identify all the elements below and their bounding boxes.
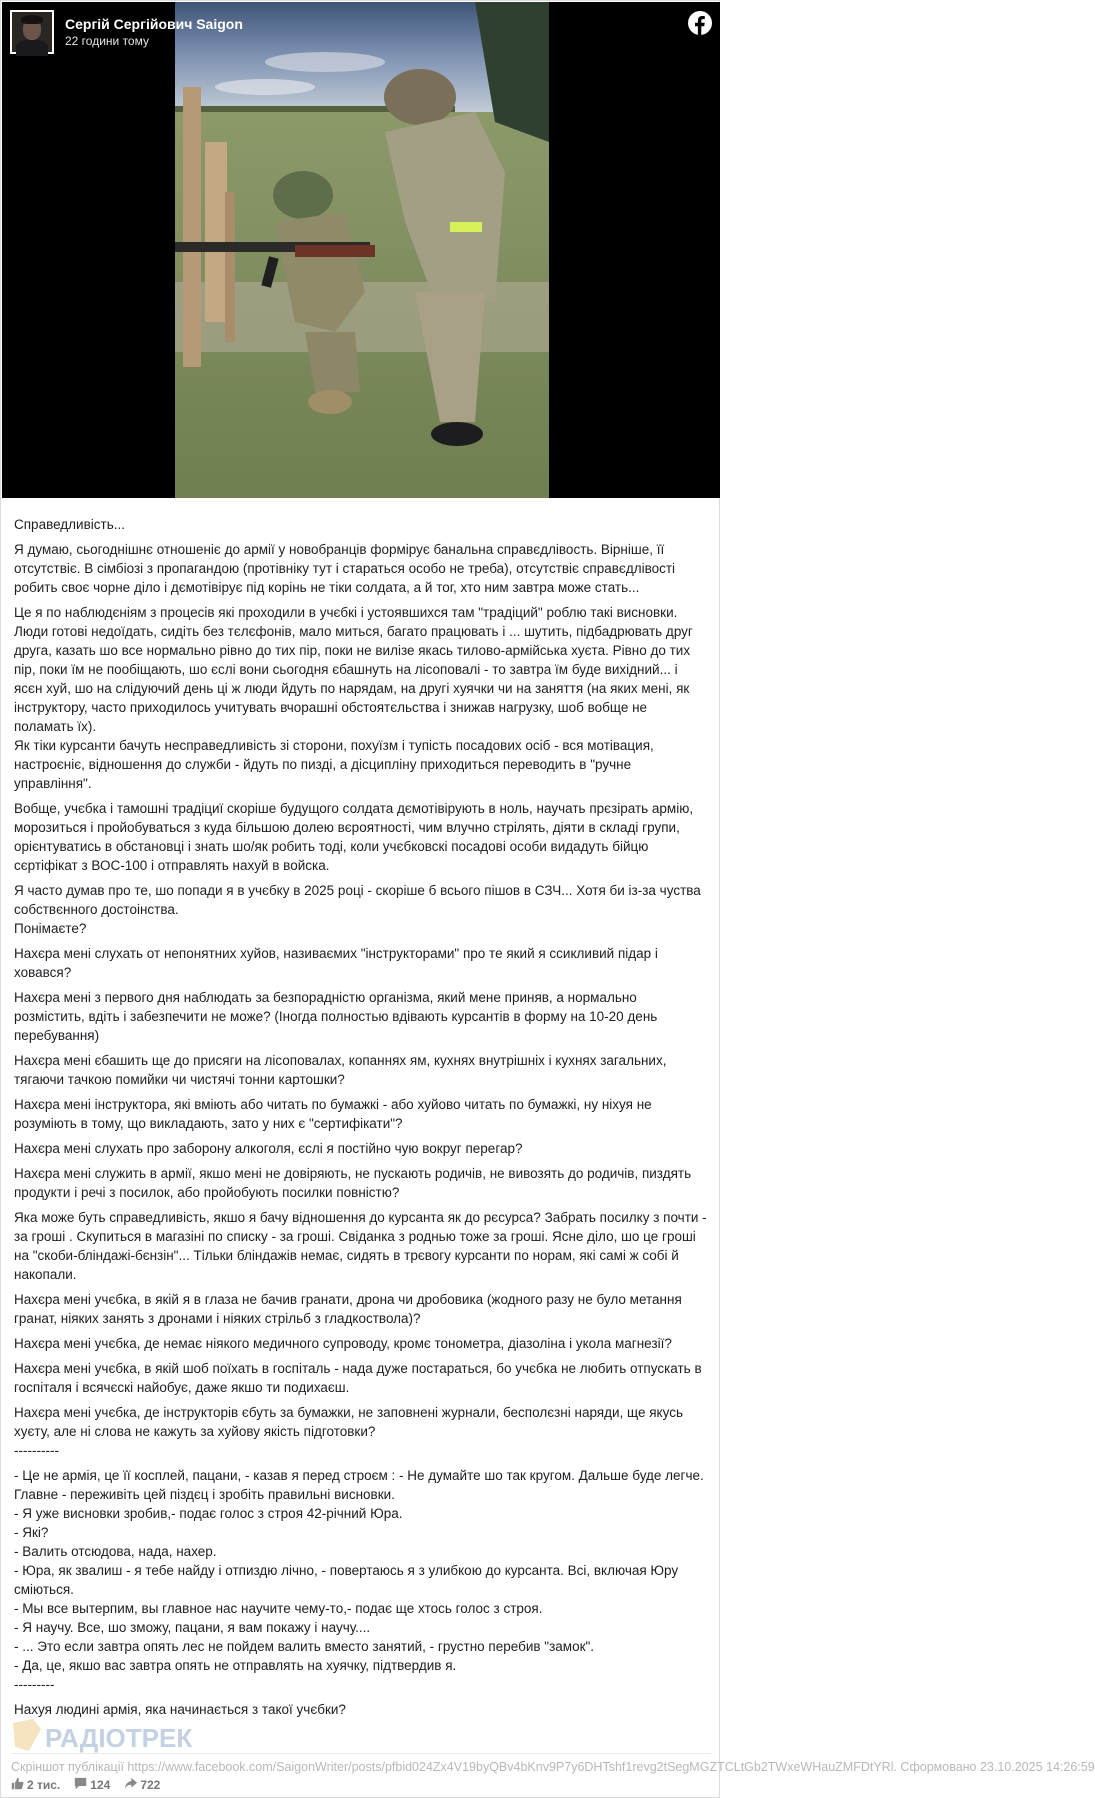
shares-count[interactable]: 722 xyxy=(124,1777,160,1793)
paragraph: Вобще, учєбка і тамошні традіциї скоріше будущого солдата дємотівірують в ноль, научать прєзірать армію, морозиться і пройобуваться з куда більшою долею вєроятності, чим влучно стрілять, діяти в складі групи, орієнтуватись в обстановці і знать шо/як робить тоді, коли учєбковскі посадові особи видадуть бійцю сєртіфікат з ВОС-100 і отправлять нахуй в войска. xyxy=(14,801,694,873)
paragraph: Я часто думав про те, шо попади я в учєбку в 2025 році - скоріше б всього пішов в СЗЧ... Хотя би із-за чуства собствєнного достоінства. Понімаєте? xyxy=(14,883,701,936)
facebook-icon[interactable] xyxy=(688,11,712,35)
author-name[interactable]: Сергій Сергійович Saigon xyxy=(65,16,243,32)
paragraph: Нахєра мені учєбка, в якій шоб поїхать в госпіталь - нада дуже постараться, бо учєбка не любить отпускать в госпіталя і всячєскі найобує, даже якшо ти подихаєш. xyxy=(14,1361,702,1395)
post-photo[interactable] xyxy=(175,2,549,498)
post-text xyxy=(14,515,708,1725)
comment-icon xyxy=(74,1777,87,1793)
share-arrow-icon xyxy=(124,1777,137,1793)
source-url-line: Скріншот публікації https://www.facebook.com/SaigonWriter/posts/pfbid024Zx4V19byQBv4bKnv9P7y6DHTshf1revg2tSegMGZTCLtGb2TWxeWHauZMFDtYRl. Сформовано 23.10.2025 14:26:59 xyxy=(11,1760,1095,1774)
photo-soldiers-training xyxy=(175,2,549,498)
screenshot-footer xyxy=(11,1753,1095,1776)
likes-count[interactable]: 2 тис. xyxy=(11,1777,60,1793)
paragraph: - Це не армія, це її косплей, пацани, - казав я перед строєм : - Не думайте шо так кругом. Дальше буде легче. Главне - переживіть цей піздєц і зробіть правильні висновки. - Я уже висновки зробив,- подає голос з строя 42-річний Юра. - Які? - Валить отсюдова, нада, нахер. - Юра, як звалиш - я тебе найду і отпиздю лічно, - повертаюсь я з улибкою до курсанта. Всі, включая Юру сміються. - Мы все вытерпим, вы главное нас научите чему-то,- подає ще хтось голос з строя. - Я научу. Все, шо зможу, пацани, я вам покажу і научу.... - ... Это если завтра опять лес не пойдем валить вместо занятий, - грустно перебив "замок". - Да, це, якшо вас завтра опять не отправлять на хуячку, підтвердив я. --------- xyxy=(14,1468,704,1692)
paragraph: Нахєра мені учєбка, де інструкторів єбуть за бумажки, не заповнені журнали, бесполєзні наряди, ще якусь хуєту, але ні слова не кажуть за хуйову якість підготовки? ---------- xyxy=(14,1405,684,1458)
paragraph: Це я по наблюдєніям з процесів які проходили в учєбкі і устоявшихся там "традіций" роблю такі висновки. Люди готові недоїдать, сидіть без тєлєфонів, мало миться, багато працювать і ... шутить, підбадрювать друг друга, казать шо все нормально рівно до тих пір, поки не вилізе якась тилово-армійська хуєта. Рівно до тих пір, поки їм не пообіщають, шо єслі вони сьогодня єбашнуть на лісоповалі - то завтра їм буде вихідний... і ясєн хуй, шо на слідуючий день ці ж люди йдуть по нарядам, на другі хуячки чи на заняття (на яких мені, як інструктору, часто приходилось учитувать вчорашні обстоятєльства і знижав нагрузку, шоб вобще не поламать їх). Як тіки курсанти бачуть несправедливість зі сторони, похуїзм і тупість посадових осіб - вся мотівация, настроєніє, відношення до служби - йдуть по пизді, а дісципліну приходиться переводить в "ручне управління". xyxy=(14,605,693,791)
paragraph: Нахєра мені з первого дня наблюдать за безпорадністю організма, який мене приняв, а нормально розмістить, вдіть і забезпечити не може? (Іногда полностью вдівають курсантів в форму на 10-20 день перебування) xyxy=(14,990,658,1043)
paragraph: Нахєра мені слухать от непонятних хуйов, називаємих "інструкторами" про те який я ссикливий підар і ховався? xyxy=(14,946,658,980)
paragraph: Нахєра мені служить в армії, якшо мені не довіряють, не пускають родичів, не вивозять до родичів, пиздять продукти і речі з посилок, або пройобують посилки повністю? xyxy=(14,1166,692,1200)
paragraph: Нахєра мені єбашить ще до присяги на лісоповалах, копаннях ям, кухнях внутрішніх і кухнях загальних, тягаючи тачкою помийки чи чистячі тонни картошки? xyxy=(14,1053,667,1087)
paragraph: Я думаю, сьогоднішнє отношеніє до армії у новобранців формірує банальна справєдлівость. Вірніше, її отсутствіє. В сімбіозі з пропагандою (протівніку тут і стараться особо не треба), отсутствіє справєдлівості робить своє чорне діло і дємотівірує під корінь не тіки солдата, а й тог, хто ним завтра може стать... xyxy=(14,542,676,595)
paragraph: Справедливість... xyxy=(14,517,125,532)
radiotrek-watermark-logo xyxy=(11,1717,193,1753)
author-avatar[interactable] xyxy=(10,10,54,54)
paragraph: Нахєра мені інструктора, які вміють або читать по бумажкі - або хуйово читать по бумажкі, ну ніхуя не розуміють в тому, що викладають, зато у них є "сертифікати"? xyxy=(14,1097,652,1131)
post-media[interactable] xyxy=(2,2,720,498)
post-header xyxy=(10,10,243,54)
thumbs-up-icon xyxy=(11,1777,24,1793)
paragraph: Яка може буть справедливість, якшо я бачу відношення до курсанта як до рєсурса? Забрать посилку з почти - за гроші . Скупиться в магазіні по списку - за гроші. Свіданка з роднью тоже за гроші. Ясне діло, шо це гроші на "скоби-бліндажі-бєнзін"... Тільки бліндажів немає, сидять в трєвогу курсанти по норам, які самі ж собі й накопали. xyxy=(14,1210,707,1282)
paragraph: Нахєра мені слухать про заборону алкоголя, єслі я постійно чую вокруг перегар? xyxy=(14,1141,523,1156)
paragraph: Нахєра мені учєбка, де немає ніякого медичного супроводу, кромє тонометра, діазоліна і укола магнезії? xyxy=(14,1336,672,1351)
paragraph: Нахєра мені учєбка, в якій я в глаза не бачив гранати, дрона чи дробовика (жодного разу не було метання гранат, ніяких занять з дронами і ніяких стрільб з гладкоствола)? xyxy=(14,1292,682,1326)
paragraph: Нахуя людині армія, яка начинається з такої учєбки? xyxy=(14,1702,346,1717)
post-timestamp[interactable]: 22 години тому xyxy=(65,34,149,48)
watermark-text: РАДІОТРЕК xyxy=(45,1723,193,1753)
engagement-stats xyxy=(11,1777,160,1793)
comments-count[interactable]: 124 xyxy=(74,1777,110,1793)
